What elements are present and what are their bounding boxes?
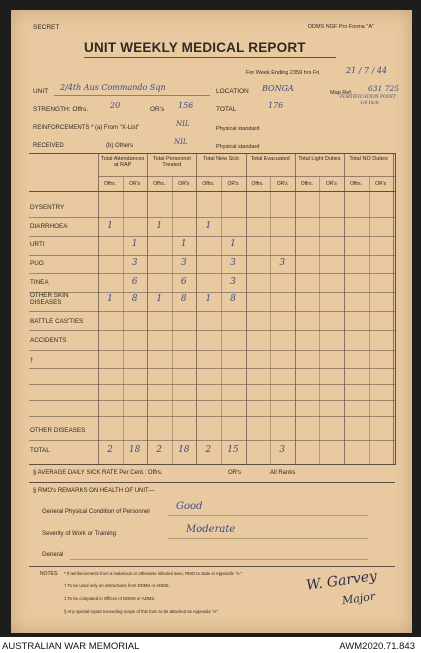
sub-column-divider: [172, 177, 173, 464]
caption-right: AWM2020.71.843: [339, 641, 415, 652]
avg-ors-label: OR's: [228, 470, 242, 476]
sub-header-ors: OR's: [129, 181, 141, 187]
strength-total: 176: [268, 101, 284, 110]
row-divider: [29, 330, 395, 331]
column-group-header: Total Personnel Treated: [152, 156, 191, 168]
note-1: * If reinforcements from a malarious or otherwise infected area, RMO to state in Appendix "A.": [64, 571, 243, 576]
table-row-label: URTI: [30, 241, 45, 248]
strength-offrs: 20: [110, 101, 121, 110]
group-column-divider: [344, 154, 345, 464]
table-row-label: DIARRHOEA: [30, 223, 68, 230]
table-cell-value: 1: [205, 221, 212, 231]
avg-all-ranks-label: All Ranks: [270, 470, 296, 476]
row-divider: [29, 400, 395, 401]
group-column-divider: [393, 154, 394, 464]
strength-label: STRENGTH: Offrs.: [33, 106, 89, 113]
column-group-header: Total Evacuated: [250, 156, 290, 162]
table-cell-value: 3: [180, 258, 187, 268]
table-cell-value: 18: [128, 445, 141, 455]
sub-header-ors: OR's: [325, 181, 337, 187]
table-cell-value: 2: [107, 445, 113, 455]
sub-column-divider: [319, 177, 320, 464]
table-cell-value: 15: [227, 445, 239, 455]
sub-column-divider: [123, 177, 124, 464]
row-divider: [29, 368, 395, 369]
physical-condition-line: [168, 515, 368, 516]
group-column-divider: [246, 154, 247, 464]
table-cell-value: 8: [230, 294, 236, 304]
table-top-border: [29, 153, 395, 154]
total-label: TOTAL: [216, 106, 237, 113]
sub-column-divider: [221, 177, 222, 464]
physical-standard-label: Physical standard: [216, 126, 260, 132]
sub-header-ors: OR's: [375, 181, 387, 187]
table-cell-value: 6: [180, 277, 187, 287]
row-divider: [29, 236, 395, 237]
table-cell-value: 3: [279, 445, 286, 455]
sub-column-divider: [369, 177, 370, 464]
sub-header-ors: OR's: [227, 181, 239, 187]
title-underline: [84, 57, 336, 58]
table-cell-value: 8: [131, 294, 138, 304]
physical-condition-value: Good: [176, 501, 203, 512]
row-divider: [29, 384, 395, 385]
severity-label: Severity of Work or Training: [42, 531, 116, 537]
table-right-border: [395, 153, 396, 465]
row-divider: [29, 440, 395, 441]
avg-divider: [29, 482, 395, 483]
table-cell-value: 3: [230, 258, 236, 268]
mapref-value: 631 725: [368, 84, 400, 93]
reinforcements-value: NIL: [176, 120, 190, 128]
row-divider: [29, 350, 395, 351]
row-divider: [29, 255, 395, 256]
group-column-divider: [147, 154, 148, 464]
column-group-header: Total Light Duties: [298, 156, 341, 162]
table-cell-value: 3: [279, 258, 286, 268]
table-cell-value: 2: [205, 445, 212, 455]
notes-divider: [29, 566, 395, 567]
sub-header-ors: OR's: [276, 181, 288, 187]
received-b-label: (b) Others: [106, 143, 134, 149]
group-column-divider: [196, 154, 197, 464]
column-group-header: Total NO Duties: [349, 156, 388, 162]
severity-value: Moderate: [186, 524, 236, 535]
table-cell-value: 1: [156, 221, 163, 231]
general-label: General: [42, 552, 64, 558]
table-row-label: †: [30, 357, 34, 364]
mapref-note: FORTIFICATION POINT: [340, 95, 396, 100]
table-cell-value: 1: [156, 294, 163, 304]
mapref-note2: 1/4 Inch: [360, 101, 379, 106]
group-column-divider: [98, 154, 99, 464]
sub-header-offrs: Offrs.: [153, 181, 166, 187]
note-3: ‡ To be computed in Offices of DDMS or ADMS.: [64, 596, 156, 601]
table-cell-value: 1: [107, 221, 113, 231]
table-cell-value: 3: [131, 258, 138, 268]
physical-condition-label: General Physical Condition of Personnel: [42, 509, 150, 515]
table-row-label: OTHER SKIN DISEASES: [30, 292, 69, 306]
location-label: LOCATION: [216, 88, 249, 95]
row-divider: [29, 217, 395, 218]
unit-value: 2/4th Aus Commando Sqn: [60, 83, 166, 92]
week-ending-label: For Week Ending 2359 hrs Fri.: [246, 70, 321, 76]
reinforcements-label: REINFORCEMENTS * (a) From "X-List": [33, 125, 140, 131]
sub-header-offrs: Offrs.: [349, 181, 363, 187]
strength-ors: 156: [178, 101, 194, 110]
avg-sick-rate-label: § AVERAGE DAILY SICK RATE Per Cent.: Offrs.: [33, 470, 163, 476]
table-row-label: ACCIDENTS: [30, 337, 67, 344]
row-divider: [29, 273, 395, 274]
note-4: § Any special report exceeding scope of this form to be attached as Appendix "A": [64, 609, 218, 614]
row-divider: [29, 416, 395, 417]
form-code: DDMS NGF Pro Forma "A": [308, 24, 374, 30]
form-title: UNIT WEEKLY MEDICAL REPORT: [84, 40, 306, 55]
sub-header-ors: OR's: [178, 181, 190, 187]
table-cell-value: 8: [180, 294, 187, 304]
sub-column-divider: [270, 177, 271, 464]
severity-line: [168, 538, 368, 539]
note-2: † To be used only on instructions from DDMS or ADMS.: [64, 583, 170, 588]
table-cell-value: 18: [178, 445, 190, 455]
received-label: RECEIVED: [33, 143, 64, 149]
table-cell-value: 1: [180, 239, 187, 249]
table-cell-value: 2: [156, 445, 163, 455]
rank-signature: Major: [341, 589, 376, 608]
mapref-label: Map Ref.: [330, 90, 353, 96]
rmo-remarks-label: § RMO's REMARKS ON HEALTH OF UNIT—: [33, 488, 155, 494]
row-divider: [29, 311, 395, 312]
sub-header-offrs: Offrs.: [103, 181, 117, 187]
week-ending-value: 21 / 7 / 44: [346, 66, 388, 75]
table-cell-value: 1: [131, 239, 138, 249]
table-cell-value: 1: [205, 294, 212, 304]
table-row-label: OTHER DISEASES: [30, 427, 86, 434]
table-bottom-border: [29, 464, 395, 465]
physical-standard-label-2: Physical standard: [216, 144, 260, 150]
table-row-label: TINEA: [30, 279, 49, 286]
sub-header-offrs: Offrs.: [202, 181, 215, 187]
column-group-header: Total New Sick: [202, 156, 240, 162]
table-row-label: DYSENTRY: [30, 204, 65, 211]
general-line: [70, 559, 368, 560]
table-row-label: BATTLE CAS'TIES: [30, 318, 84, 325]
table-row-label: PUO: [30, 260, 44, 267]
received-value: NIL: [174, 138, 188, 146]
unit-label: UNIT: [33, 88, 49, 95]
table-row-label: TOTAL: [30, 447, 50, 454]
secret-label: SECRET: [33, 24, 60, 31]
table-cell-value: 6: [131, 277, 138, 287]
caption-left: AUSTRALIAN WAR MEMORIAL: [2, 641, 140, 652]
location-value: BONGA: [262, 84, 294, 93]
unit-dotted-line: [54, 95, 210, 96]
header-bottom-border: [29, 191, 395, 192]
sub-header-offrs: Offrs.: [300, 181, 313, 187]
table-cell-value: 1: [107, 294, 113, 304]
column-group-header: Total Attendances at RAP: [100, 156, 145, 168]
sub-header-offrs: Offrs.: [251, 181, 264, 187]
signature: W. Garvey: [305, 568, 378, 594]
table-cell-value: 3: [230, 277, 236, 287]
notes-label: NOTES:: [40, 571, 59, 577]
table-cell-value: 1: [230, 239, 236, 249]
group-column-divider: [295, 154, 296, 464]
ors-label: OR's: [150, 106, 165, 113]
